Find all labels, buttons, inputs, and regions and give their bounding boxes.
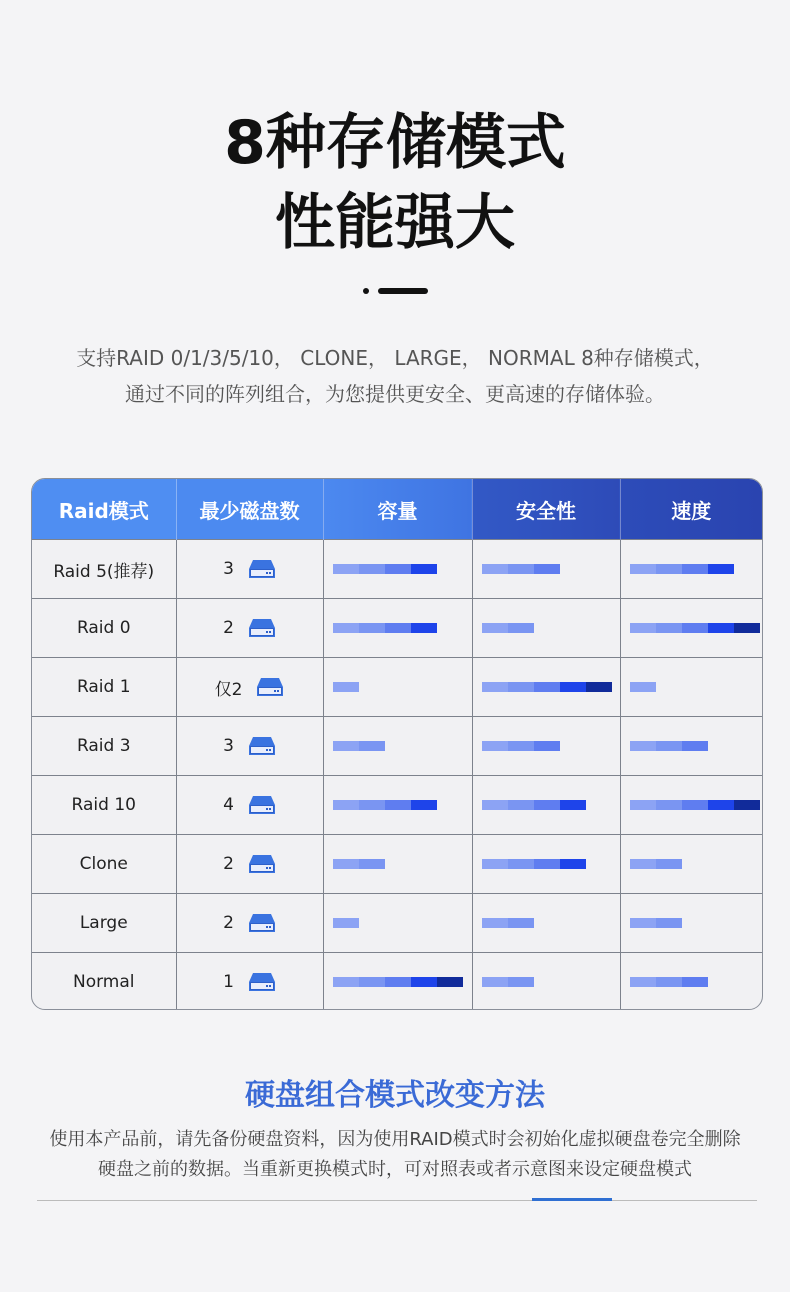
speed-cell [620, 717, 762, 776]
speed-bar-segment [630, 859, 656, 869]
hard-drive-icon [248, 853, 276, 875]
min-disks-cell [176, 835, 323, 894]
safety-bar-segment [508, 682, 534, 692]
safety-bar-segment [482, 859, 508, 869]
table-row [32, 953, 762, 1011]
safety-bar-segment [508, 623, 534, 633]
speed-bar [630, 741, 708, 751]
hard-drive-icon [248, 617, 276, 639]
capacity-cell [323, 717, 472, 776]
min-disks-group [215, 675, 285, 700]
speed-bar [630, 682, 656, 692]
divider-bar [378, 288, 428, 294]
speed-bar [630, 623, 760, 633]
hard-drive-icon [248, 794, 276, 816]
speed-cell [620, 953, 762, 1011]
safety-bar-segment [508, 977, 534, 987]
capacity-cell [323, 599, 472, 658]
safety-bar-segment [560, 800, 586, 810]
speed-bar [630, 800, 760, 810]
hard-drive-icon [256, 676, 284, 698]
min-disks-group [223, 912, 276, 934]
safety-cell [472, 776, 620, 835]
capacity-bar-segment [385, 977, 411, 987]
raid-comparison-table [31, 478, 763, 1010]
safety-bar-segment [482, 623, 508, 633]
hard-drive-icon [248, 735, 276, 757]
capacity-bar-segment [333, 564, 359, 574]
safety-bar-segment [560, 682, 586, 692]
safety-bar-segment [482, 918, 508, 928]
speed-bar-segment [656, 564, 682, 574]
min-disks-cell [176, 540, 323, 599]
min-disks-value: 仅2 [214, 679, 243, 700]
speed-bar-segment [630, 564, 656, 574]
min-disks-value: 2 [223, 854, 234, 874]
safety-cell [472, 658, 620, 717]
speed-bar-segment [630, 623, 656, 633]
speed-cell [620, 835, 762, 894]
safety-bar-segment [534, 682, 560, 692]
speed-bar-segment [630, 682, 656, 692]
speed-bar-segment [656, 859, 682, 869]
speed-bar-segment [656, 741, 682, 751]
safety-bar-segment [482, 800, 508, 810]
speed-bar [630, 859, 682, 869]
capacity-bar [333, 977, 463, 987]
safety-bar-segment [534, 741, 560, 751]
speed-bar-segment [630, 741, 656, 751]
safety-bar [482, 564, 560, 574]
capacity-bar-segment [385, 564, 411, 574]
capacity-cell [323, 658, 472, 717]
table-row [32, 894, 762, 953]
speed-bar-segment [682, 741, 708, 751]
safety-bar-segment [482, 977, 508, 987]
hard-drive-icon [248, 558, 276, 580]
table-header-row [32, 479, 762, 540]
capacity-bar [333, 682, 359, 692]
capacity-bar-segment [359, 800, 385, 810]
safety-bar [482, 800, 586, 810]
min-disks-group [223, 735, 276, 757]
capacity-bar-segment [385, 800, 411, 810]
speed-bar-segment [682, 800, 708, 810]
min-disks-group [223, 558, 276, 580]
capacity-cell [323, 894, 472, 953]
capacity-cell [323, 540, 472, 599]
safety-bar-segment [508, 918, 534, 928]
divider-dot [363, 288, 369, 294]
capacity-bar-segment [411, 800, 437, 810]
table-row [32, 658, 762, 717]
header-min-disks: 最少磁盘数 [176, 479, 323, 540]
header-safety: 安全性 [472, 479, 620, 540]
min-disks-cell [176, 599, 323, 658]
speed-bar-segment [630, 800, 656, 810]
table-row [32, 599, 762, 658]
raid-mode-cell: Raid 3 [32, 717, 176, 776]
capacity-bar-segment [359, 977, 385, 987]
speed-bar-segment [682, 623, 708, 633]
raid-mode-cell: Clone [32, 835, 176, 894]
capacity-bar [333, 564, 437, 574]
capacity-bar-segment [333, 800, 359, 810]
safety-bar-segment [508, 741, 534, 751]
capacity-bar [333, 918, 359, 928]
min-disks-value: 3 [223, 736, 234, 756]
speed-bar [630, 564, 734, 574]
speed-bar-segment [656, 623, 682, 633]
capacity-bar-segment [333, 741, 359, 751]
min-disks-group [223, 617, 276, 639]
speed-bar-segment [682, 977, 708, 987]
section-note-line2: 硬盘之前的数据。当重新更换模式时，可对照表或者示意图来设定硬盘模式 [98, 1159, 692, 1180]
capacity-bar-segment [359, 623, 385, 633]
speed-cell [620, 658, 762, 717]
min-disks-cell [176, 953, 323, 1011]
safety-bar-segment [482, 682, 508, 692]
speed-bar [630, 918, 682, 928]
capacity-bar [333, 800, 437, 810]
min-disks-cell [176, 776, 323, 835]
capacity-bar-segment [359, 741, 385, 751]
raid-mode-cell: Large [32, 894, 176, 953]
hard-drive-icon [248, 971, 276, 993]
safety-cell [472, 717, 620, 776]
capacity-bar-segment [411, 564, 437, 574]
capacity-bar-segment [333, 977, 359, 987]
min-disks-group [223, 971, 276, 993]
capacity-bar-segment [333, 623, 359, 633]
capacity-cell [323, 776, 472, 835]
capacity-bar-segment [411, 623, 437, 633]
capacity-bar [333, 741, 385, 751]
capacity-bar-segment [359, 564, 385, 574]
header-capacity: 容量 [323, 479, 472, 540]
min-disks-group [223, 794, 276, 816]
safety-cell [472, 599, 620, 658]
bottom-divider-accent [532, 1198, 612, 1201]
page-title-line1: 8种存储模式 [224, 108, 566, 178]
table-row [32, 540, 762, 599]
speed-bar-segment [682, 564, 708, 574]
speed-bar-segment [630, 977, 656, 987]
header-speed: 速度 [620, 479, 762, 540]
table-row [32, 717, 762, 776]
raid-mode-cell: Raid 1 [32, 658, 176, 717]
capacity-bar [333, 623, 437, 633]
safety-bar [482, 918, 534, 928]
raid-mode-cell: Raid 5(推荐) [32, 540, 176, 599]
min-disks-value: 4 [223, 795, 234, 815]
speed-bar-segment [734, 800, 760, 810]
safety-cell [472, 540, 620, 599]
intro-line2: 通过不同的阵列组合，为您提供更安全、更高速的存储体验。 [125, 382, 665, 406]
table-row [32, 776, 762, 835]
min-disks-cell [176, 717, 323, 776]
section-note-line1: 使用本产品前，请先备份硬盘资料，因为使用RAID模式时会初始化虚拟硬盘卷完全删除 [49, 1129, 741, 1150]
capacity-bar-segment [411, 977, 437, 987]
min-disks-cell [176, 658, 323, 717]
speed-bar-segment [708, 564, 734, 574]
speed-cell [620, 540, 762, 599]
page-title-line2: 性能强大 [275, 188, 515, 258]
capacity-bar-segment [333, 918, 359, 928]
speed-bar-segment [708, 623, 734, 633]
raid-mode-cell: Raid 10 [32, 776, 176, 835]
speed-bar-segment [708, 800, 734, 810]
safety-bar [482, 859, 586, 869]
min-disks-value: 1 [223, 972, 234, 992]
safety-cell [472, 894, 620, 953]
safety-bar-segment [482, 564, 508, 574]
safety-bar-segment [534, 859, 560, 869]
safety-bar-segment [508, 859, 534, 869]
safety-bar-segment [560, 859, 586, 869]
capacity-bar-segment [333, 859, 359, 869]
speed-bar-segment [656, 800, 682, 810]
hard-drive-icon [248, 912, 276, 934]
capacity-bar-segment [359, 859, 385, 869]
safety-bar-segment [508, 564, 534, 574]
speed-cell [620, 776, 762, 835]
section-title: 硬盘组合模式改变方法 [245, 1078, 545, 1113]
capacity-cell [323, 953, 472, 1011]
safety-bar-segment [586, 682, 612, 692]
speed-cell [620, 894, 762, 953]
capacity-bar [333, 859, 385, 869]
speed-bar [630, 977, 708, 987]
speed-bar-segment [734, 623, 760, 633]
min-disks-cell [176, 894, 323, 953]
min-disks-group [223, 853, 276, 875]
table-row [32, 835, 762, 894]
safety-bar-segment [482, 741, 508, 751]
safety-bar [482, 977, 534, 987]
safety-bar-segment [534, 800, 560, 810]
speed-cell [620, 599, 762, 658]
speed-bar-segment [656, 918, 682, 928]
capacity-cell [323, 835, 472, 894]
intro-line1: 支持RAID 0/1/3/5/10， CLONE， LARGE， NORMAL 8种存储模式， [76, 346, 714, 370]
min-disks-value: 2 [223, 618, 234, 638]
capacity-bar-segment [333, 682, 359, 692]
safety-bar [482, 682, 612, 692]
capacity-bar-segment [437, 977, 463, 987]
safety-cell [472, 835, 620, 894]
safety-bar [482, 741, 560, 751]
raid-mode-cell: Raid 0 [32, 599, 176, 658]
safety-cell [472, 953, 620, 1011]
header-raid-mode: Raid模式 [32, 479, 176, 540]
speed-bar-segment [630, 918, 656, 928]
bottom-divider [37, 1200, 757, 1201]
min-disks-value: 3 [223, 559, 234, 579]
min-disks-value: 2 [223, 913, 234, 933]
raid-mode-cell: Normal [32, 953, 176, 1011]
speed-bar-segment [656, 977, 682, 987]
safety-bar-segment [508, 800, 534, 810]
safety-bar-segment [534, 564, 560, 574]
capacity-bar-segment [385, 623, 411, 633]
safety-bar [482, 623, 534, 633]
